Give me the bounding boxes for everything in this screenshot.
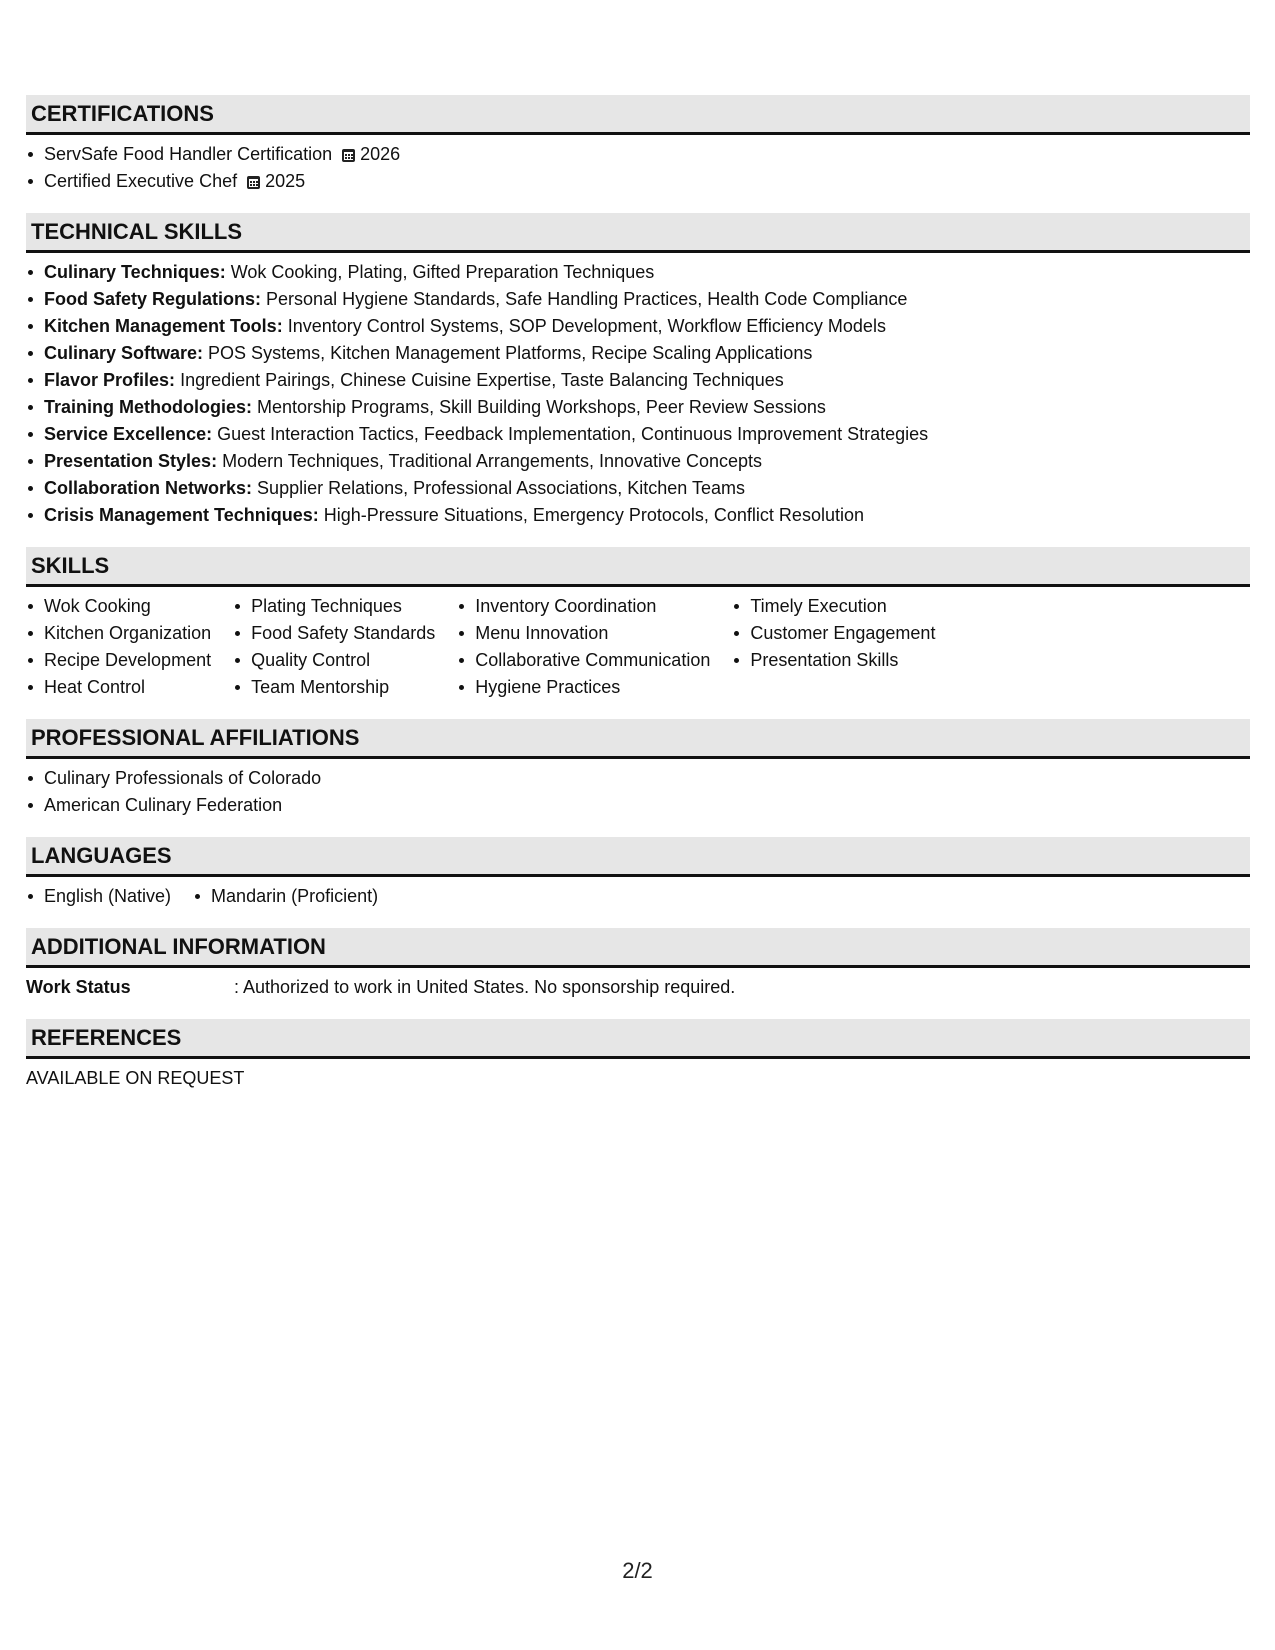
list-item: Wok Cooking	[26, 593, 211, 620]
list-item: Inventory Coordination	[457, 593, 710, 620]
list-item: Recipe Development	[26, 647, 211, 674]
list-item: Mandarin (Proficient)	[193, 883, 378, 910]
section-heading: CERTIFICATIONS	[26, 95, 1250, 135]
affiliations-section	[26, 719, 1250, 819]
list-item: Plating Techniques	[233, 593, 435, 620]
skill-category: Crisis Management Techniques:	[44, 505, 319, 525]
skill-category: Training Methodologies:	[44, 397, 252, 417]
skills-columns	[26, 593, 1250, 701]
skill-category: Kitchen Management Tools:	[44, 316, 283, 336]
skill-details: Personal Hygiene Standards, Safe Handling Practices, Health Code Compliance	[266, 289, 908, 309]
list-item: Customer Engagement	[732, 620, 935, 647]
list-item	[26, 421, 1250, 448]
list-item: Presentation Skills	[732, 647, 935, 674]
section-heading: SKILLS	[26, 547, 1250, 587]
list-item: English (Native)	[26, 883, 171, 910]
skills-column	[233, 593, 435, 701]
skill-details: Ingredient Pairings, Chinese Cuisine Expertise, Taste Balancing Techniques	[180, 370, 784, 390]
skills-column	[457, 593, 710, 701]
certification-year: 2025	[265, 171, 306, 191]
work-status-row	[26, 974, 1250, 1001]
certification-name: Certified Executive Chef	[44, 171, 238, 191]
list-item: Quality Control	[233, 647, 435, 674]
page-number: 2/2	[622, 1558, 653, 1583]
section-heading: REFERENCES	[26, 1019, 1250, 1059]
skill-category: Presentation Styles:	[44, 451, 218, 471]
skill-details: Supplier Relations, Professional Associations, Kitchen Teams	[257, 478, 745, 498]
references-text: AVAILABLE ON REQUEST	[26, 1068, 245, 1088]
skill-details: POS Systems, Kitchen Management Platforms, Recipe Scaling Applications	[208, 343, 813, 363]
certification-name: ServSafe Food Handler Certification	[44, 144, 333, 164]
skill-category: Service Excellence:	[44, 424, 213, 444]
list-item: Culinary Professionals of Colorado	[26, 765, 1250, 792]
list-item	[26, 367, 1250, 394]
list-item	[26, 141, 1250, 168]
skills-section	[26, 547, 1250, 701]
list-item: American Culinary Federation	[26, 792, 1250, 819]
list-item: Hygiene Practices	[457, 674, 710, 701]
list-item: Heat Control	[26, 674, 211, 701]
list-item	[26, 259, 1250, 286]
list-item	[26, 475, 1250, 502]
list-item: Kitchen Organization	[26, 620, 211, 647]
skill-category: Culinary Software:	[44, 343, 204, 363]
work-status-value: : Authorized to work in United States. No sponsorship required.	[234, 977, 736, 997]
certifications-section	[26, 95, 1250, 195]
section-heading: LANGUAGES	[26, 837, 1250, 877]
certifications-list	[26, 141, 1250, 195]
skills-column	[26, 593, 211, 701]
references-section	[26, 1019, 1250, 1092]
list-item	[26, 340, 1250, 367]
list-item	[26, 168, 1250, 195]
skill-details: Mentorship Programs, Skill Building Workshops, Peer Review Sessions	[257, 397, 826, 417]
skill-details: High-Pressure Situations, Emergency Protocols, Conflict Resolution	[323, 505, 864, 525]
languages-section	[26, 837, 1250, 910]
skills-column	[732, 593, 935, 701]
list-item: Food Safety Standards	[233, 620, 435, 647]
skill-details: Modern Techniques, Traditional Arrangements, Innovative Concepts	[222, 451, 763, 471]
work-status-label: Work Status	[26, 977, 131, 997]
section-heading: TECHNICAL SKILLS	[26, 213, 1250, 253]
list-item: Collaborative Communication	[457, 647, 710, 674]
list-item: Menu Innovation	[457, 620, 710, 647]
technical-skills-section	[26, 213, 1250, 529]
calendar-icon	[342, 149, 355, 162]
skill-category: Flavor Profiles:	[44, 370, 176, 390]
calendar-icon	[247, 176, 260, 189]
skill-details: Guest Interaction Tactics, Feedback Implementation, Continuous Improvement Strategies	[217, 424, 929, 444]
skill-details: Inventory Control Systems, SOP Development, Workflow Efficiency Models	[287, 316, 886, 336]
list-item	[26, 394, 1250, 421]
skill-category: Culinary Techniques:	[44, 262, 226, 282]
technical-skills-list	[26, 259, 1250, 529]
skill-details: Wok Cooking, Plating, Gifted Preparation Techniques	[230, 262, 655, 282]
skill-category: Collaboration Networks:	[44, 478, 253, 498]
list-item	[26, 448, 1250, 475]
list-item	[26, 286, 1250, 313]
section-heading: ADDITIONAL INFORMATION	[26, 928, 1250, 968]
list-item	[26, 313, 1250, 340]
affiliations-list	[26, 765, 1250, 819]
list-item: Team Mentorship	[233, 674, 435, 701]
languages-list	[26, 883, 1250, 910]
section-heading: PROFESSIONAL AFFILIATIONS	[26, 719, 1250, 759]
skill-category: Food Safety Regulations:	[44, 289, 262, 309]
additional-info-section	[26, 928, 1250, 1001]
resume-page	[26, 95, 1250, 1110]
certification-year: 2026	[360, 144, 401, 164]
list-item	[26, 502, 1250, 529]
list-item: Timely Execution	[732, 593, 935, 620]
